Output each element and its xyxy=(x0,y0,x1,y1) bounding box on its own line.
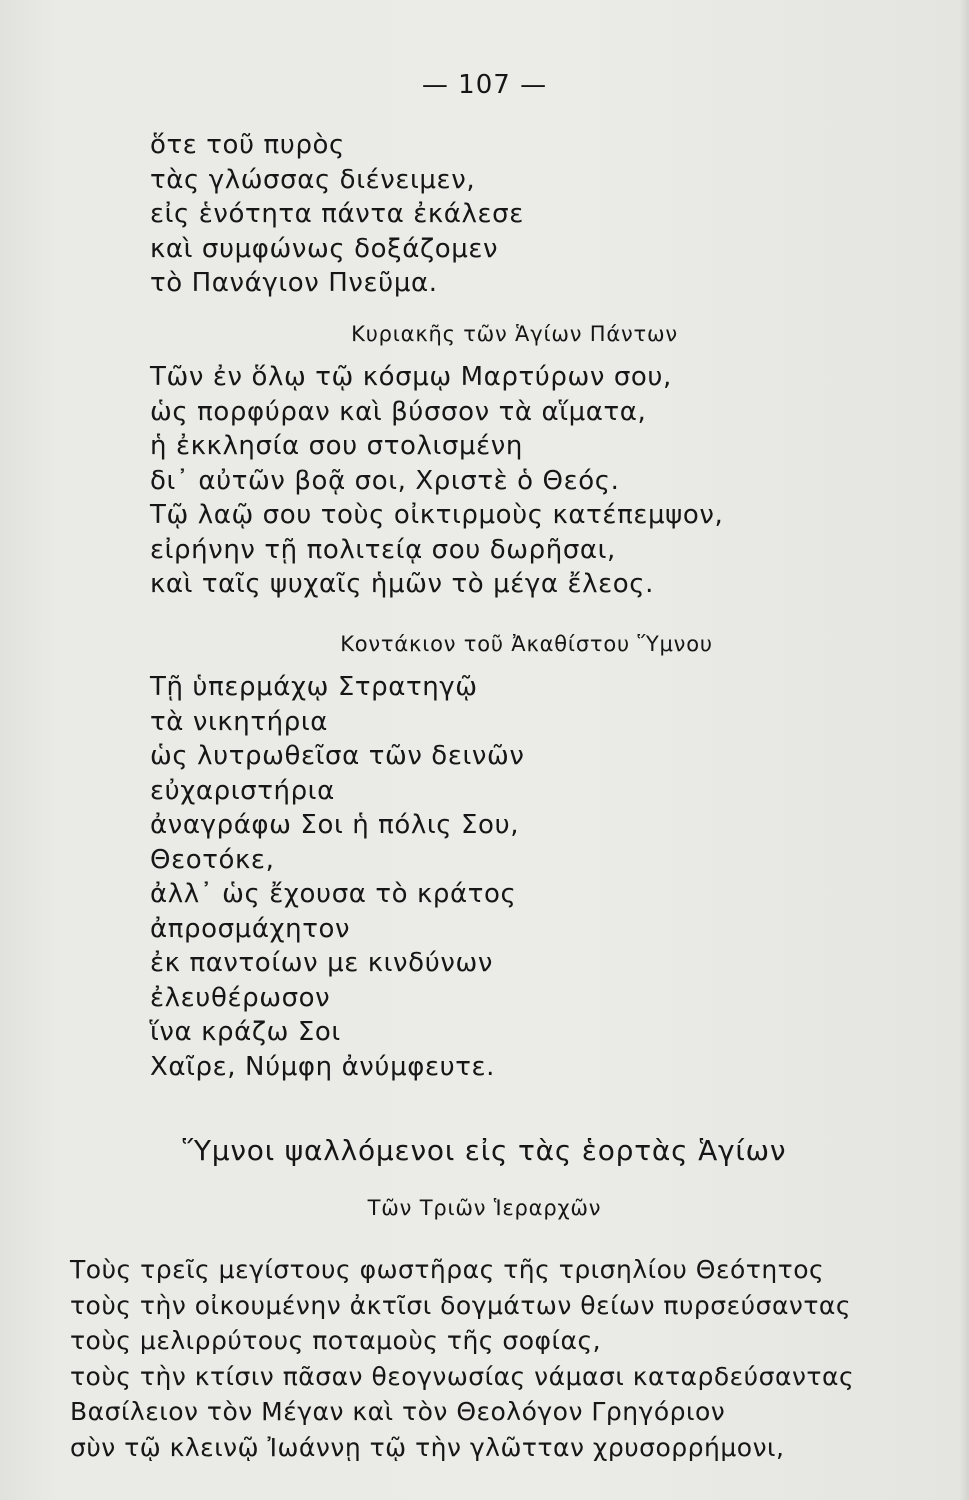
verse-line: Τῶν ἐν ὅλῳ τῷ κόσμῳ Μαρτύρων σου, xyxy=(150,362,672,392)
verse-line: Βασίλειον τὸν Μέγαν καὶ τὸν Θεολόγον Γρηγόριον xyxy=(70,1397,726,1426)
verse-line: Τῇ ὑπερμάχῳ Στρατηγῷ xyxy=(150,672,478,702)
verse-line: καὶ συμφώνως δοξάζομεν xyxy=(150,233,499,264)
page-number: — 107 — xyxy=(421,70,548,100)
verse-line: εἰρήνην τῇ πολιτείᾳ σου δωρῆσαι, xyxy=(150,534,616,565)
verse-line: καὶ ταῖς ψυχαῖς ἡμῶν τὸ μέγα ἔλεος. xyxy=(150,569,655,599)
page-edge-shadow xyxy=(959,0,969,1500)
verse-pentecost-ending xyxy=(150,128,524,301)
verse-line: ἡ ἐκκλησία σου στολισμένη xyxy=(150,431,523,461)
section-title-saints-hymns: Ὕμνοι ψαλλόμενοι εἰς τὰς ἑορτὰς Ἁγίων xyxy=(182,1134,787,1167)
verse-line: τοὺς τὴν κτίσιν πᾶσαν θεογνωσίας νάμασι καταρδεύσαντας xyxy=(70,1361,855,1391)
verse-line: ἐλευθέρωσον xyxy=(150,982,331,1013)
verse-line: Χαῖρε, Νύμφη ἀνύμφευτε. xyxy=(150,1051,496,1082)
verse-line: τὰς γλώσσας διένειμεν, xyxy=(150,164,476,195)
verse-three-hierarchs xyxy=(70,1252,854,1465)
verse-line: τὸ Πανάγιον Πνεῦμα. xyxy=(150,268,438,298)
verse-line: εὐχαριστήρια xyxy=(150,775,335,806)
verse-line: ἵνα κράζω Σοι xyxy=(150,1017,341,1047)
verse-line: σὺν τῷ κλεινῷ Ἰωάννῃ τῷ τὴν γλῶτταν χρυσορρήμονι, xyxy=(70,1432,785,1462)
verse-line: τοὺς τὴν οἰκουμένην ἀκτῖσι δογμάτων θείων πυρσεύσαντας xyxy=(70,1290,852,1320)
heading-akathist-kontakion: Κοντάκιον τοῦ Ἀκαθίστου Ὕμνου xyxy=(340,632,713,656)
verse-line: εἰς ἑνότητα πάντα ἐκάλεσε xyxy=(150,199,524,229)
verse-line: ἀναγράφω Σοι ἡ πόλις Σου, xyxy=(150,810,520,840)
verse-line: τοὺς μελιρρύτους ποταμοὺς τῆς σοφίας, xyxy=(70,1326,602,1355)
verse-line: ἀπροσμάχητον xyxy=(150,913,351,944)
verse-akathist-kontakion xyxy=(150,670,525,1084)
heading-three-hierarchs: Τῶν Τριῶν Ἱεραρχῶν xyxy=(367,1196,602,1220)
verse-line: Θεοτόκε, xyxy=(150,844,275,875)
verse-all-saints xyxy=(150,360,723,602)
verse-line: ὡς πορφύραν καὶ βύσσον τὰ αἵματα, xyxy=(150,396,647,427)
verse-line: ὅτε τοῦ πυρὸς xyxy=(150,130,345,160)
verse-line: Τῷ λαῷ σου τοὺς οἰκτιρμοὺς κατέπεμψον, xyxy=(150,500,724,530)
verse-line: ἐκ παντοίων με κινδύνων xyxy=(150,948,493,978)
verse-line: ἀλλ᾽ ὡς ἔχουσα τὸ κράτος xyxy=(150,879,517,909)
verse-line: ὡς λυτρωθεῖσα τῶν δεινῶν xyxy=(150,741,525,771)
verse-line: τὰ νικητήρια xyxy=(150,706,328,737)
verse-line: δι᾽ αὐτῶν βοᾷ σοι, Χριστὲ ὁ Θεός. xyxy=(150,465,620,496)
verse-line: Τοὺς τρεῖς μεγίστους φωστῆρας τῆς τρισηλίου Θεότητος xyxy=(70,1255,825,1284)
heading-all-saints-sunday: Κυριακῆς τῶν Ἁγίων Πάντων xyxy=(351,322,678,346)
